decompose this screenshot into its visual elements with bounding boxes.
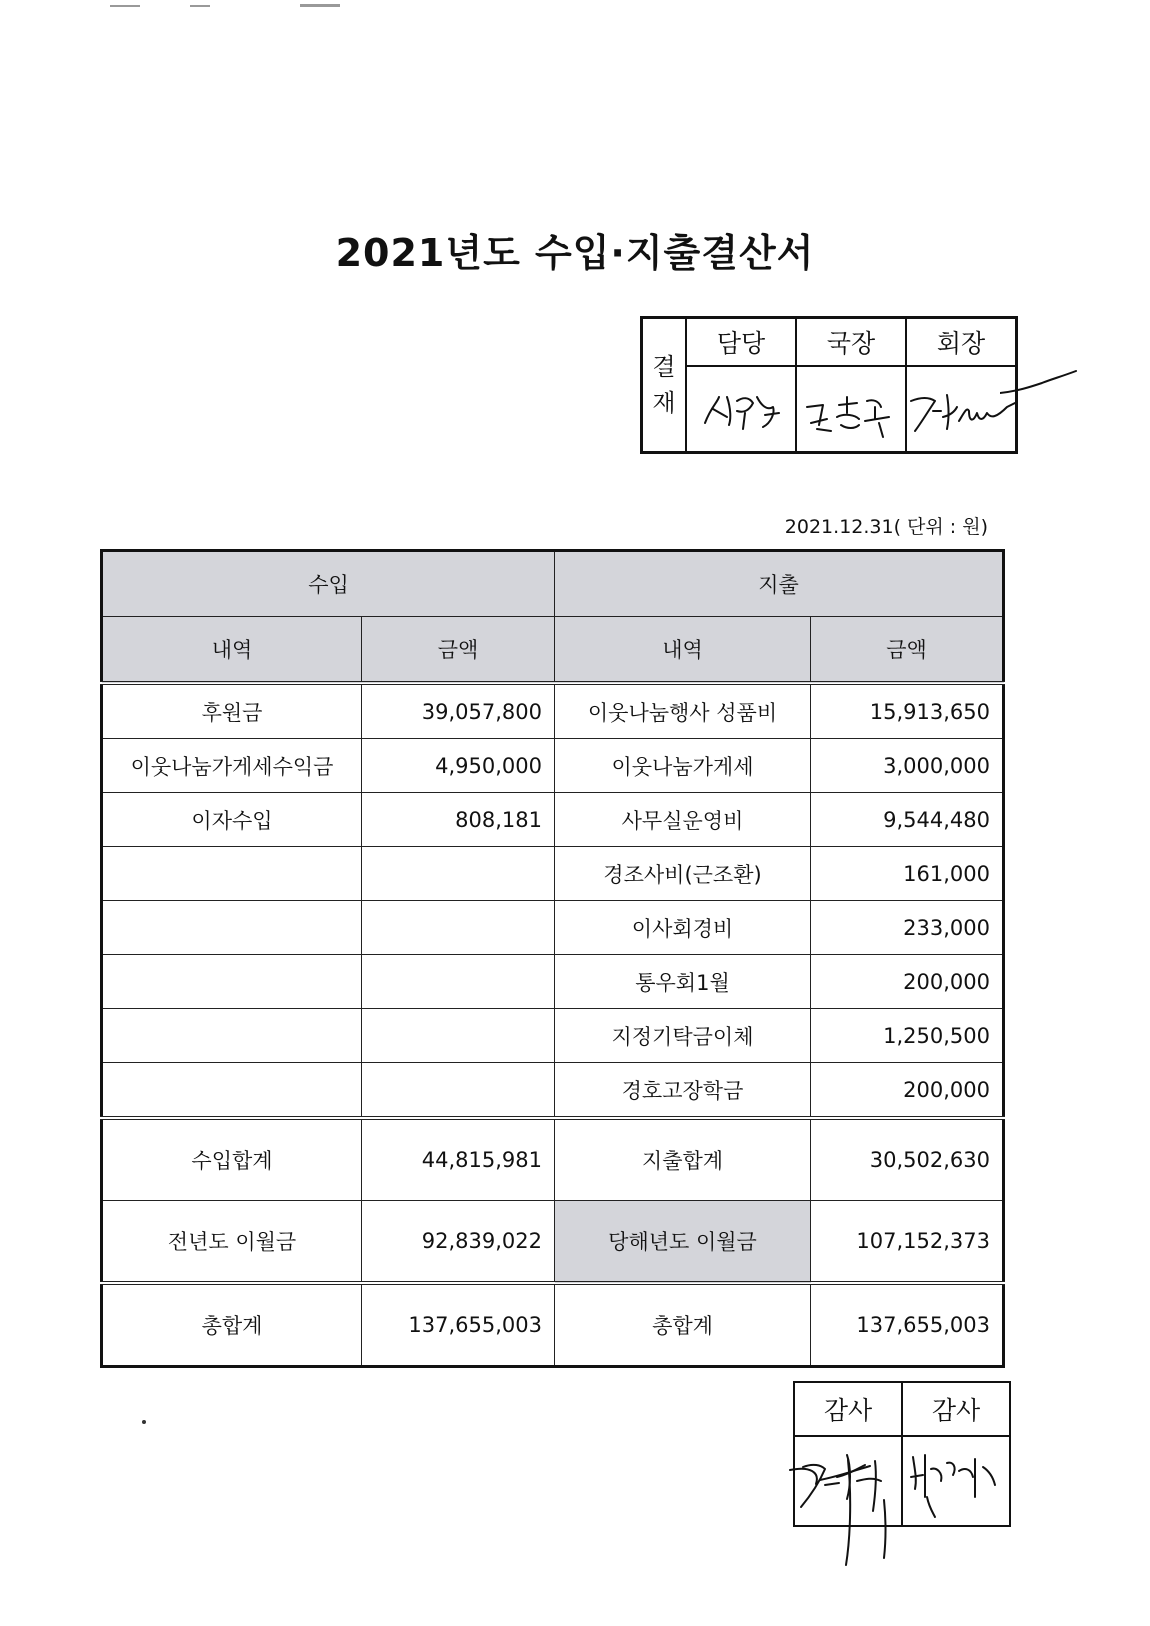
current-year-carryover-amount: 107,152,373 [811,1201,1004,1284]
approval-role-director: 국장 [796,318,906,367]
approval-role-chairman: 회장 [906,318,1017,367]
expense-item-cell: 지정기탁금이체 [555,1009,811,1063]
approval-side-bottom: 재 [652,389,676,417]
prior-year-carryover-label: 전년도 이월금 [102,1201,362,1284]
expense-amount-cell: 3,000,000 [811,739,1004,793]
expense-grand-total-label: 총합계 [555,1283,811,1367]
income-item-cell: 이자수입 [102,793,362,847]
expense-item-cell: 경조사비(근조환) [555,847,811,901]
income-amount-cell [362,901,555,955]
table-column-header-row [102,617,1004,684]
table-row [102,683,1004,739]
income-item-cell: 이웃나눔가게세수익금 [102,739,362,793]
auditor-role-2: 감사 [902,1382,1010,1436]
subtotal-row [102,1118,1004,1201]
current-year-carryover-label: 당해년도 이월금 [555,1201,811,1284]
expense-item-cell: 사무실운영비 [555,793,811,847]
income-grand-total-label: 총합계 [102,1283,362,1367]
expense-amount-cell: 233,000 [811,901,1004,955]
income-amount-cell [362,1009,555,1063]
income-amount-cell: 39,057,800 [362,683,555,739]
auditor-signature-overflow [780,1440,900,1570]
income-item-cell [102,1063,362,1119]
document-title: 2021년도 수입·지출결산서 [335,231,815,275]
expense-amount-cell: 200,000 [811,955,1004,1009]
table-row [102,955,1004,1009]
expense-subtotal-label: 지출합계 [555,1118,811,1201]
auditor-role-1: 감사 [794,1382,902,1436]
expense-amount-cell: 200,000 [811,1063,1004,1119]
chairman-signature-tail [1000,365,1080,405]
income-item-cell [102,901,362,955]
income-amount-cell [362,1063,555,1119]
auditor-signature-2 [902,1436,1010,1526]
scan-dot [142,1420,146,1424]
expense-amount-cell: 161,000 [811,847,1004,901]
expense-item-cell: 이사회경비 [555,901,811,955]
income-item-column-header: 내역 [102,617,362,684]
income-subtotal-label: 수입합계 [102,1118,362,1201]
income-amount-cell [362,847,555,901]
expense-item-cell: 이웃나눔행사 성품비 [555,683,811,739]
income-amount-cell: 808,181 [362,793,555,847]
table-row [102,793,1004,847]
approval-box [640,316,1018,454]
income-subtotal-amount: 44,815,981 [362,1118,555,1201]
income-item-cell [102,847,362,901]
table-row [102,1063,1004,1119]
scan-marks [100,0,400,10]
table-row [102,739,1004,793]
income-amount-cell: 4,950,000 [362,739,555,793]
expense-group-header: 지출 [555,551,1004,617]
approval-role-staff: 담당 [686,318,796,367]
expense-amount-column-header: 금액 [811,617,1004,684]
table-group-header-row [102,551,1004,617]
prior-year-carryover-amount: 92,839,022 [362,1201,555,1284]
date-unit-label: 2021.12.31( 단위 : 원) [784,516,988,538]
income-amount-column-header: 금액 [362,617,555,684]
table-row [102,901,1004,955]
table-row [102,1009,1004,1063]
income-amount-cell [362,955,555,1009]
expense-grand-total-amount: 137,655,003 [811,1283,1004,1367]
expense-item-column-header: 내역 [555,617,811,684]
income-group-header: 수입 [102,551,555,617]
income-item-cell [102,955,362,1009]
expense-amount-cell: 15,913,650 [811,683,1004,739]
expense-subtotal-amount: 30,502,630 [811,1118,1004,1201]
settlement-table [100,549,1005,1368]
carryover-row [102,1201,1004,1284]
expense-item-cell: 통우회1월 [555,955,811,1009]
income-grand-total-amount: 137,655,003 [362,1283,555,1367]
approval-signature-staff [686,366,796,453]
expense-amount-cell: 1,250,500 [811,1009,1004,1063]
table-row [102,847,1004,901]
approval-signature-director [796,366,906,453]
income-item-cell [102,1009,362,1063]
expense-item-cell: 경호고장학금 [555,1063,811,1119]
expense-item-cell: 이웃나눔가게세 [555,739,811,793]
approval-side-label [642,318,687,453]
income-item-cell: 후원금 [102,683,362,739]
expense-amount-cell: 9,544,480 [811,793,1004,847]
approval-side-top: 결 [652,353,676,381]
grand-total-row [102,1283,1004,1367]
